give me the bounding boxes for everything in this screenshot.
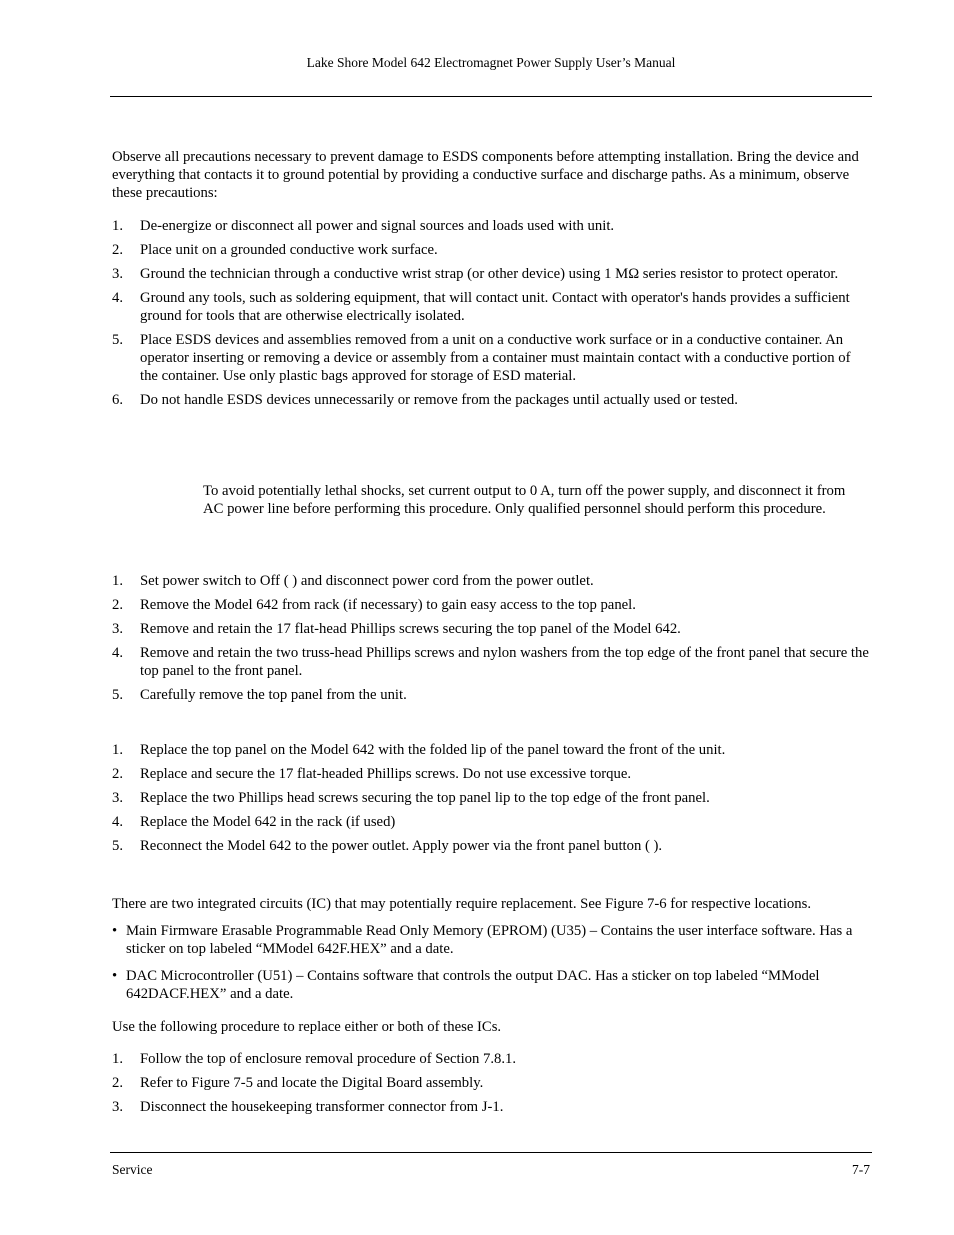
list-item (112, 331, 872, 385)
list-item (112, 1074, 872, 1092)
step-number: 3. (112, 266, 124, 282)
step-text: Follow the top of enclosure removal procedure of Section 7.8.1. (140, 1051, 517, 1067)
installation-steps (112, 741, 872, 855)
list-item (112, 572, 872, 590)
esd-intro: Observe all precautions necessary to prevent damage to ESDS components before attempting installation. Bring the device and everything that contacts it to ground potential by providing a conductive surface and discharge paths. As a minimum, observe these precautions: (112, 149, 859, 201)
footer-section-name: Service (112, 1162, 153, 1177)
warning-text: To avoid potentially lethal shocks, set current output to 0 A, turn off the power supply, and disconnect it from AC power line before performing this procedure. Only qualified personnel should perform this procedure. (203, 483, 846, 517)
page-number: 7-7 (852, 1162, 870, 1177)
step-number: 5. (112, 838, 124, 854)
ic-steps (112, 1050, 872, 1116)
step-text: Refer to Figure 7-5 and locate the Digital Board assembly. (140, 1075, 484, 1091)
removal-steps (112, 572, 872, 704)
header-rule (110, 96, 872, 97)
ic-procedure-intro-section (112, 1018, 872, 1036)
ic-steps-section (112, 1050, 872, 1122)
step-number: 1. (112, 1051, 124, 1067)
running-header: Lake Shore Model 642 Electromagnet Power Supply User’s Manual (306, 55, 676, 70)
list-item (112, 241, 872, 259)
removal-section (112, 572, 872, 710)
list-item (112, 967, 872, 1003)
step-number: 4. (112, 814, 124, 830)
bullet-text: DAC Microcontroller (U51) – Contains software that controls the output DAC. Has a sticker on top labeled “MModel 642DACF.HEX” and a date. (126, 968, 820, 1002)
step-number: 2. (112, 1075, 124, 1091)
list-item (112, 741, 872, 759)
list-item (112, 789, 872, 807)
ic-intro: There are two integrated circuits (IC) that may potentially require replacement. See Figure 7-6 for respective locations. (112, 896, 812, 912)
step-number: 3. (112, 1099, 124, 1115)
step-text: Ground any tools, such as soldering equipment, that will contact unit. Contact with operator's hands provides a sufficient ground for tools that are otherwise electrically isolated. (140, 290, 850, 324)
step-text: Replace and secure the 17 flat-headed Phillips screws. Do not use excessive torque. (140, 766, 632, 782)
step-number: 1. (112, 218, 124, 234)
step-text: Remove and retain the two truss-head Phillips screws and nylon washers from the top edge of the front panel that secure the top panel to the front panel. (140, 645, 869, 679)
footer-rule (110, 1152, 872, 1153)
list-item (112, 765, 872, 783)
list-item (112, 813, 872, 831)
esd-steps (112, 217, 872, 409)
list-item (112, 596, 872, 614)
list-item (112, 922, 872, 958)
step-text: Reconnect the Model 642 to the power outlet. Apply power via the front panel button ( ). (140, 838, 663, 854)
step-number: 2. (112, 597, 124, 613)
step-text: Replace the two Phillips head screws securing the top panel lip to the top edge of the front panel. (140, 790, 710, 806)
step-text: Ground the technician through a conductive wrist strap (or other device) using 1 MΩ series resistor to protect operator. (140, 266, 839, 282)
step-number: 4. (112, 645, 124, 661)
step-text: Replace the Model 642 in the rack (if used) (140, 814, 396, 830)
step-text: De-energize or disconnect all power and signal sources and loads used with unit. (140, 218, 615, 234)
step-number: 6. (112, 392, 124, 408)
list-item (112, 1050, 872, 1068)
step-text: Set power switch to Off ( ) and disconnect power cord from the power outlet. (140, 573, 594, 589)
step-text: Place unit on a grounded conductive work surface. (140, 242, 438, 258)
list-item (112, 644, 872, 680)
ic-bullets-section (112, 922, 872, 1012)
step-text: Remove the Model 642 from rack (if necessary) to gain easy access to the top panel. (140, 597, 636, 613)
list-item (112, 217, 872, 235)
step-number: 4. (112, 290, 124, 306)
ic-procedure-intro: Use the following procedure to replace either or both of these ICs. (112, 1019, 502, 1035)
esd-section (112, 148, 872, 202)
bullet-icon: • (112, 968, 118, 984)
list-item (112, 391, 872, 409)
ic-section (112, 895, 872, 913)
step-number: 3. (112, 621, 124, 637)
step-number: 2. (112, 242, 124, 258)
step-text: Disconnect the housekeeping transformer connector from J-1. (140, 1099, 504, 1115)
step-number: 1. (112, 742, 124, 758)
list-item (112, 265, 872, 283)
step-text: Remove and retain the 17 flat-head Phillips screws securing the top panel of the Model 642. (140, 621, 681, 637)
list-item (112, 837, 872, 855)
step-number: 1. (112, 573, 124, 589)
step-number: 2. (112, 766, 124, 782)
step-text: Carefully remove the top panel from the unit. (140, 687, 407, 703)
esd-steps-section (112, 217, 872, 415)
step-text: Replace the top panel on the Model 642 with the folded lip of the panel toward the front of the unit. (140, 742, 726, 758)
bullet-text: Main Firmware Erasable Programmable Read Only Memory (EPROM) (U35) – Contains the user interface software. Has a sticker on top labeled “MModel 642F.HEX” and a date. (126, 923, 853, 957)
list-item (112, 289, 872, 325)
list-item (112, 686, 872, 704)
step-number: 3. (112, 790, 124, 806)
list-item (112, 620, 872, 638)
installation-section (112, 741, 872, 861)
step-number: 5. (112, 687, 124, 703)
bullet-icon: • (112, 923, 118, 939)
step-number: 5. (112, 332, 124, 348)
step-text: Do not handle ESDS devices unnecessarily or remove from the packages until actually used or tested. (140, 392, 738, 408)
list-item (112, 1098, 872, 1116)
step-text: Place ESDS devices and assemblies removed from a unit on a conductive work surface or in a conductive container. An operator inserting or removing a device or assembly from a container must maintain contact with a conductive portion of the container. Use only plastic bags approved for storage of ESD material. (140, 332, 851, 384)
ic-bullets (112, 922, 872, 1003)
